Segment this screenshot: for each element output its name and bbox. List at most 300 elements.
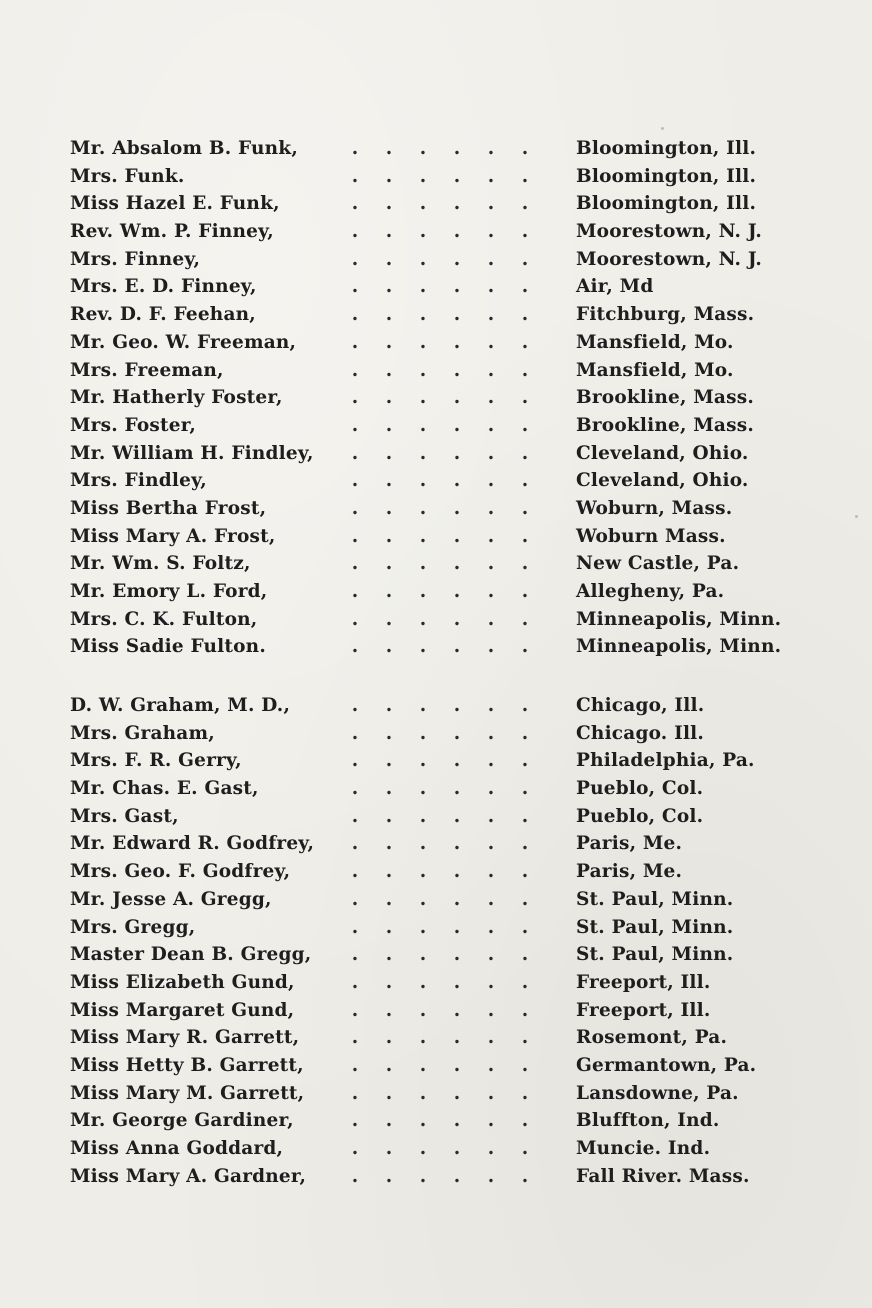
dot-leader [338,609,538,630]
leader-dot: . [351,1027,359,1049]
leader-dot: . [521,221,529,243]
leader-dot: . [351,221,359,243]
leader-dot: . [385,722,393,744]
leader-dot: . [351,1165,359,1187]
list-item [0,972,872,1000]
leader-dot: . [385,276,393,298]
leader-dot: . [419,1027,427,1049]
guest-place: Allegheny, Pa. [576,581,725,602]
dot-leader [338,636,538,657]
guest-place: Woburn Mass. [576,525,726,547]
leader-dot: . [385,553,393,575]
leader-dot: . [521,695,529,716]
leader-dot: . [419,944,427,966]
leader-dot: . [419,636,427,658]
guest-place: Philadelphia, Pa. [576,750,755,772]
leader-dot: . [487,331,495,353]
leader-dot: . [521,248,529,270]
section-f-names [0,138,872,664]
leader-dot: . [453,944,461,966]
guest-place: Freeport, Ill. [576,971,711,993]
dot-leader [338,861,538,882]
list-item [0,609,872,637]
leader-dot: . [351,722,359,744]
leader-dot: . [487,138,495,159]
leader-dot: . [419,999,427,1021]
leader-dot: . [487,888,495,910]
leader-dot: . [385,138,393,159]
guest-place: Chicago, Ill. [576,695,705,716]
list-item [0,889,872,917]
leader-dot: . [453,470,461,492]
guest-name: Mrs. E. D. Finney, [70,276,257,298]
guest-name: Miss Mary M. Garrett, [70,1082,305,1104]
leader-dot: . [453,165,461,187]
list-item [0,695,872,723]
dot-leader [338,1027,538,1048]
leader-dot: . [487,248,495,270]
guest-name: Miss Mary A. Frost, [70,525,276,547]
leader-dot: . [521,497,529,519]
guest-name: Mr. Absalom B. Funk, [70,138,298,159]
guest-name: Miss Hetty B. Garrett, [70,1054,304,1076]
guest-place: Fall River. Mass. [576,1165,750,1187]
leader-dot: . [521,916,529,938]
leader-dot: . [453,778,461,800]
leader-dot: . [453,833,461,855]
guest-place: Bloomington, Ill. [576,193,757,215]
leader-dot: . [351,1082,359,1104]
section-g-names [0,695,872,1193]
leader-dot: . [419,833,427,855]
list-item [0,470,872,498]
leader-dot: . [419,304,427,326]
dot-leader [338,470,538,491]
leader-dot: . [487,971,495,993]
guest-place: Brookline, Mass. [576,387,754,409]
leader-dot: . [453,248,461,270]
leader-dot: . [419,387,427,409]
leader-dot: . [419,331,427,353]
leader-dot: . [487,916,495,938]
guest-place: Minneapolis, Minn. [576,636,782,658]
list-item [0,138,872,166]
leader-dot: . [521,414,529,436]
leader-dot: . [419,221,427,243]
leader-dot: . [487,861,495,883]
guest-name: Mrs. Gregg, [70,916,196,938]
leader-dot: . [351,750,359,772]
leader-dot: . [351,861,359,883]
guest-place: Cleveland, Ohio. [576,470,749,492]
leader-dot: . [351,414,359,436]
leader-dot: . [351,165,359,187]
leader-dot: . [521,470,529,492]
leader-dot: . [385,778,393,800]
leader-dot: . [453,1138,461,1159]
leader-dot: . [419,750,427,772]
leader-dot: . [351,387,359,409]
leader-dot: . [453,497,461,519]
dot-leader [338,833,538,854]
leader-dot: . [351,331,359,353]
list-item [0,166,872,194]
list-item [0,1110,872,1138]
leader-dot: . [419,1054,427,1076]
leader-dot: . [487,1138,495,1159]
leader-dot: . [453,1082,461,1104]
dot-leader [338,972,538,993]
leader-dot: . [385,608,393,630]
guest-place: Brookline, Mass. [576,414,754,436]
dot-leader [338,304,538,325]
leader-dot: . [385,999,393,1021]
paper-speck [661,127,664,130]
leader-dot: . [521,1138,529,1159]
dot-leader [338,443,538,464]
leader-dot: . [487,525,495,547]
leader-dot: . [351,553,359,575]
leader-dot: . [351,778,359,800]
leader-dot: . [385,497,393,519]
leader-dot: . [385,888,393,910]
list-item [0,387,872,415]
guest-place: Fitchburg, Mass. [576,304,755,326]
leader-dot: . [453,525,461,547]
leader-dot: . [453,442,461,464]
leader-dot: . [453,138,461,159]
guest-name: Rev. D. F. Feehan, [70,304,256,326]
list-item [0,553,872,581]
leader-dot: . [453,999,461,1021]
guest-name: Mrs. Geo. F. Godfrey, [70,861,291,883]
leader-dot: . [351,525,359,547]
leader-dot: . [521,750,529,772]
leader-dot: . [419,861,427,883]
dot-leader [338,249,538,270]
leader-dot: . [521,1165,529,1187]
guest-name: Mrs. Finney, [70,248,201,270]
guest-name: Rev. Wm. P. Finney, [70,221,274,243]
guest-name: Mr. Wm. S. Foltz, [70,553,251,575]
guest-name: Mrs. Findley, [70,470,207,492]
guest-place: Bloomington, Ill. [576,138,757,159]
leader-dot: . [351,359,359,381]
dot-leader [338,1055,538,1076]
leader-dot: . [521,1082,529,1104]
leader-dot: . [419,248,427,270]
leader-dot: . [419,805,427,827]
dot-leader [338,750,538,771]
dot-leader [338,166,538,187]
list-item [0,1055,872,1083]
leader-dot: . [351,888,359,910]
leader-dot: . [453,1054,461,1076]
leader-dot: . [419,581,427,602]
leader-dot: . [487,414,495,436]
leader-dot: . [419,470,427,492]
guest-place: Minneapolis, Minn. [576,608,782,630]
dot-leader [338,193,538,214]
leader-dot: . [385,304,393,326]
guest-place: Mansfield, Mo. [576,359,734,381]
leader-dot: . [521,553,529,575]
guest-place: Mansfield, Mo. [576,331,734,353]
guest-place: Cleveland, Ohio. [576,442,749,464]
leader-dot: . [385,1054,393,1076]
guest-place: Lansdowne, Pa. [576,1082,739,1104]
leader-dot: . [385,525,393,547]
leader-dot: . [351,442,359,464]
leader-dot: . [351,971,359,993]
leader-dot: . [385,1138,393,1159]
list-item [0,1027,872,1055]
leader-dot: . [487,944,495,966]
dot-leader [338,332,538,353]
guest-name: Mrs. Graham, [70,722,215,744]
guest-name: Mr. George Gardiner, [70,1110,294,1132]
guest-place: Freeport, Ill. [576,999,711,1021]
leader-dot: . [351,248,359,270]
leader-dot: . [419,608,427,630]
dot-leader [338,221,538,242]
leader-dot: . [521,359,529,381]
leader-dot: . [453,916,461,938]
leader-dot: . [487,695,495,716]
leader-dot: . [419,165,427,187]
leader-dot: . [385,636,393,658]
guest-name: Mr. Edward R. Godfrey, [70,833,315,855]
leader-dot: . [487,833,495,855]
dot-leader [338,889,538,910]
leader-dot: . [419,1165,427,1187]
leader-dot: . [385,442,393,464]
guest-name: Mrs. Foster, [70,414,196,436]
leader-dot: . [351,916,359,938]
leader-dot: . [521,138,529,159]
dot-leader [338,806,538,827]
leader-dot: . [385,1110,393,1132]
guest-name: Mr. Hatherly Foster, [70,387,283,409]
leader-dot: . [453,971,461,993]
list-item [0,1138,872,1166]
leader-dot: . [453,276,461,298]
guest-name: Master Dean B. Gregg, [70,944,312,966]
leader-dot: . [419,722,427,744]
leader-dot: . [521,778,529,800]
dot-leader [338,1083,538,1104]
leader-dot: . [419,916,427,938]
dot-leader [338,360,538,381]
leader-dot: . [351,470,359,492]
guest-place: Woburn, Mass. [576,497,733,519]
leader-dot: . [453,414,461,436]
leader-dot: . [487,1027,495,1049]
guest-name: Mrs. Funk. [70,165,185,187]
guest-name: Mr. William H. Findley, [70,442,314,464]
leader-dot: . [453,553,461,575]
guest-name: Mrs. Freeman, [70,359,224,381]
leader-dot: . [521,722,529,744]
leader-dot: . [453,193,461,215]
list-item [0,276,872,304]
guest-name: Mr. Chas. E. Gast, [70,778,259,800]
dot-leader [338,778,538,799]
leader-dot: . [385,414,393,436]
guest-place: Air, Md [576,276,654,298]
leader-dot: . [521,193,529,215]
leader-dot: . [521,861,529,883]
list-item [0,1083,872,1111]
leader-dot: . [351,636,359,658]
list-item [0,415,872,443]
leader-dot: . [419,553,427,575]
guest-name: Mr. Emory L. Ford, [70,581,268,602]
list-item [0,1166,872,1194]
list-item [0,193,872,221]
leader-dot: . [385,165,393,187]
leader-dot: . [419,971,427,993]
dot-leader [338,138,538,159]
leader-dot: . [453,1165,461,1187]
dot-leader [338,526,538,547]
leader-dot: . [385,750,393,772]
leader-dot: . [385,944,393,966]
list-item [0,360,872,388]
leader-dot: . [487,553,495,575]
leader-dot: . [385,221,393,243]
leader-dot: . [385,193,393,215]
leader-dot: . [385,387,393,409]
list-item [0,917,872,945]
leader-dot: . [351,695,359,716]
list-item [0,723,872,751]
list-item [0,332,872,360]
guest-name: Miss Elizabeth Gund, [70,971,295,993]
leader-dot: . [453,888,461,910]
list-item [0,833,872,861]
leader-dot: . [487,304,495,326]
guest-name: Miss Hazel E. Funk, [70,193,280,215]
leader-dot: . [351,1138,359,1159]
leader-dot: . [419,695,427,716]
leader-dot: . [453,636,461,658]
dot-leader [338,695,538,716]
leader-dot: . [419,1082,427,1104]
leader-dot: . [453,861,461,883]
list-item [0,778,872,806]
leader-dot: . [521,525,529,547]
leader-dot: . [521,944,529,966]
leader-dot: . [487,387,495,409]
dot-leader [338,944,538,965]
leader-dot: . [487,999,495,1021]
leader-dot: . [521,165,529,187]
dot-leader [338,276,538,297]
guest-name: Mrs. C. K. Fulton, [70,608,258,630]
list-item [0,944,872,972]
leader-dot: . [521,833,529,855]
leader-dot: . [351,581,359,602]
leader-dot: . [487,1110,495,1132]
leader-dot: . [419,525,427,547]
list-item [0,526,872,554]
leader-dot: . [521,276,529,298]
guest-place: New Castle, Pa. [576,553,740,575]
leader-dot: . [521,1054,529,1076]
leader-dot: . [521,888,529,910]
dot-leader [338,581,538,602]
guest-place: St. Paul, Minn. [576,888,734,910]
dot-leader [338,415,538,436]
leader-dot: . [453,750,461,772]
list-item [0,443,872,471]
leader-dot: . [453,695,461,716]
guest-name: Miss Mary A. Gardner, [70,1165,307,1187]
list-item [0,636,872,664]
guest-name: Miss Bertha Frost, [70,497,267,519]
leader-dot: . [351,304,359,326]
leader-dot: . [351,1054,359,1076]
guest-name: D. W. Graham, M. D., [70,695,291,716]
leader-dot: . [453,1110,461,1132]
leader-dot: . [487,805,495,827]
leader-dot: . [351,608,359,630]
leader-dot: . [487,276,495,298]
leader-dot: . [351,833,359,855]
leader-dot: . [385,916,393,938]
leader-dot: . [487,221,495,243]
guest-place: Moorestown, N. J. [576,248,762,270]
leader-dot: . [521,971,529,993]
leader-dot: . [351,276,359,298]
leader-dot: . [419,442,427,464]
leader-dot: . [453,805,461,827]
leader-dot: . [487,608,495,630]
leader-dot: . [487,193,495,215]
leader-dot: . [487,470,495,492]
leader-dot: . [521,636,529,658]
leader-dot: . [351,138,359,159]
dot-leader [338,1000,538,1021]
leader-dot: . [521,1110,529,1132]
leader-dot: . [521,442,529,464]
leader-dot: . [521,1027,529,1049]
leader-dot: . [453,359,461,381]
guest-place: Chicago. Ill. [576,722,705,744]
guest-place: Muncie. Ind. [576,1138,711,1159]
dot-leader [338,553,538,574]
leader-dot: . [453,722,461,744]
guest-place: Moorestown, N. J. [576,221,762,243]
dot-leader [338,498,538,519]
list-item [0,498,872,526]
leader-dot: . [453,608,461,630]
guest-place: St. Paul, Minn. [576,916,734,938]
leader-dot: . [521,387,529,409]
leader-dot: . [419,778,427,800]
guest-name: Mrs. Gast, [70,805,179,827]
leader-dot: . [487,778,495,800]
leader-dot: . [419,414,427,436]
leader-dot: . [351,193,359,215]
guest-place: St. Paul, Minn. [576,944,734,966]
leader-dot: . [419,193,427,215]
leader-dot: . [385,1165,393,1187]
leader-dot: . [521,999,529,1021]
leader-dot: . [419,359,427,381]
leader-dot: . [351,1110,359,1132]
